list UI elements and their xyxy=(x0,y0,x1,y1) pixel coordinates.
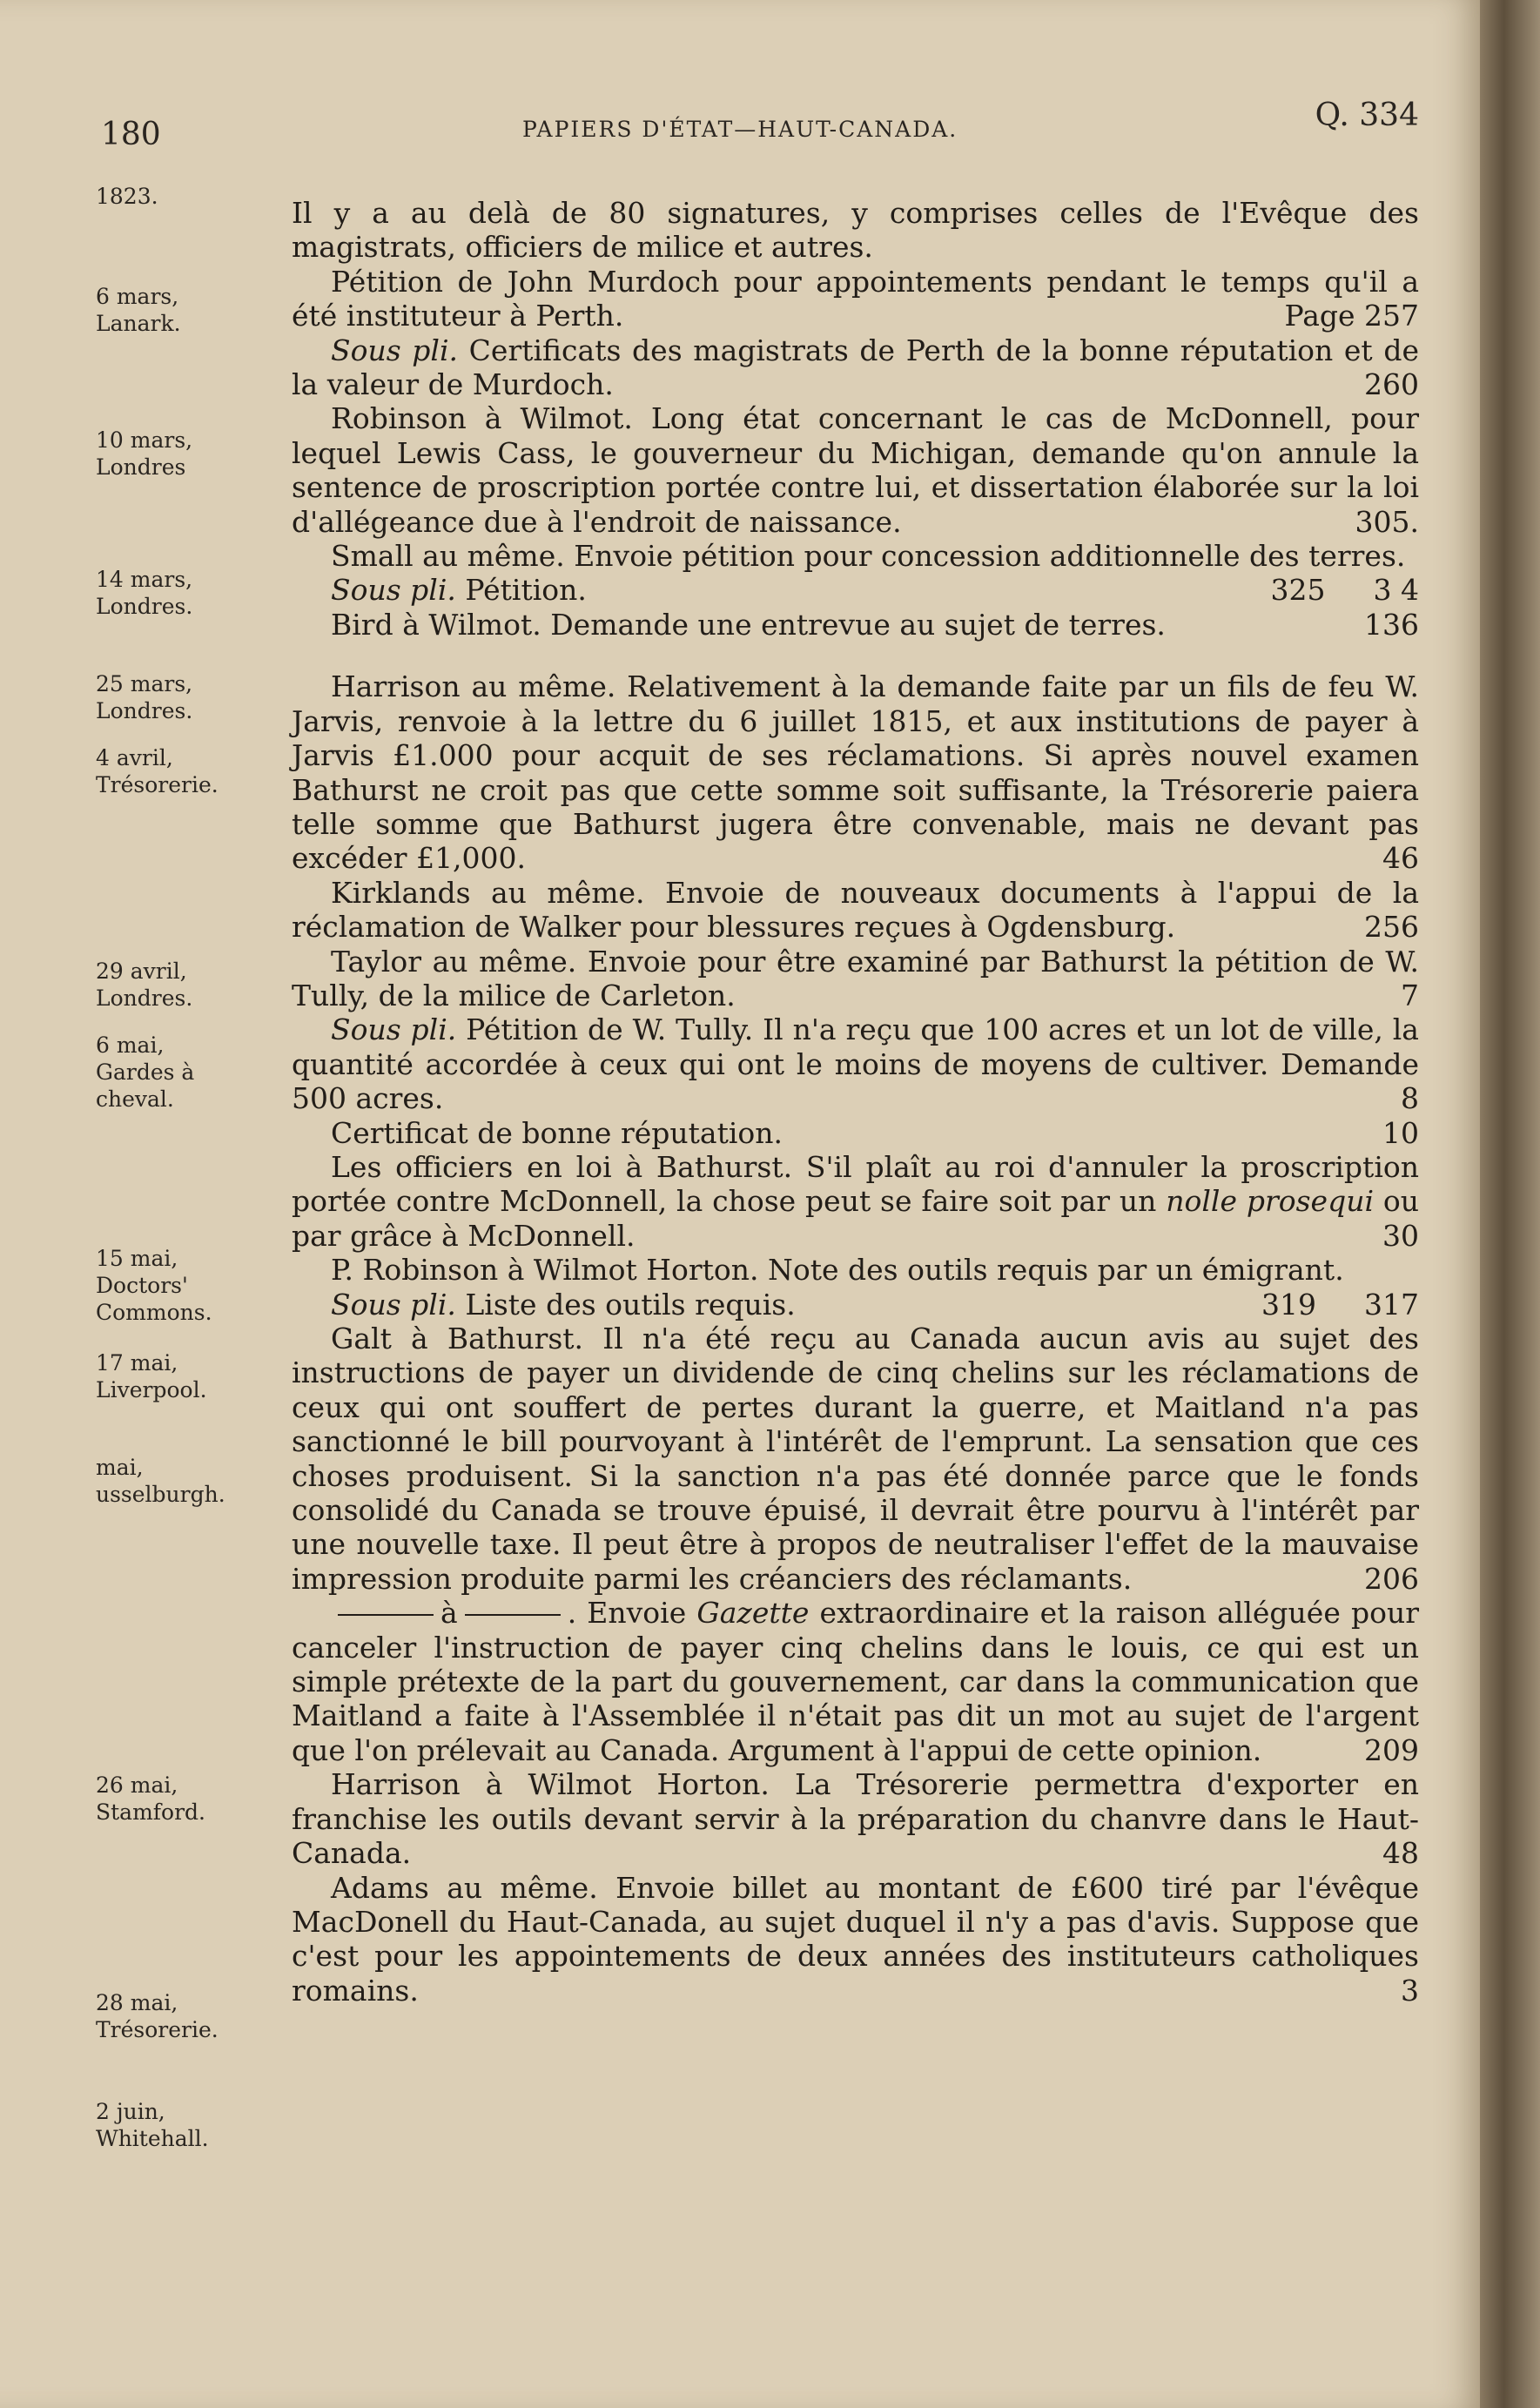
entry: Pétition de John Murdoch pour appointements pendant le temps qu'il a été instituteur à Perth. Page 257 xyxy=(292,264,1419,333)
entry: Harrison au même. Relativement à la demande faite par un fils de feu W. Jarvis, renvoie à la lettre du 6 juillet 1815, et aux institutions de payer à Jarvis £1.000 pour acquit de ses réclamations. Si après nouvel examen Bathurst ne croit pas que cette somme soit suffisante, la Trésorerie paiera telle somme que Bathurst jugera être convenable, mais ne devant pas excéder £1,000. 46 xyxy=(292,669,1419,876)
margin-note: 14 mars, Londres. xyxy=(96,567,193,619)
page-ref: 305. xyxy=(1355,504,1419,539)
page-ref: 10 xyxy=(1382,1115,1419,1150)
margin-note: 6 mai, Gardes à cheval. xyxy=(96,1032,195,1112)
page-ref: 317 xyxy=(1364,1287,1419,1322)
entry: Taylor au même. Envoie pour être examiné par Bathurst la pétition de W. Tully, de la milice de Carleton. 7 xyxy=(292,944,1419,1012)
page-header xyxy=(96,98,1419,158)
page-ref: 206 xyxy=(1364,1561,1419,1596)
margin-note: 6 mars, Lanark. xyxy=(96,284,181,336)
page-ref: 46 xyxy=(1382,841,1419,876)
entry: Sous pli. Pétition. 325 xyxy=(331,573,1326,608)
book-gutter xyxy=(1480,0,1540,2408)
running-title: PAPIERS D'ÉTAT—HAUT-CANADA. xyxy=(522,117,958,142)
margin-note: 29 avril, Londres. xyxy=(96,958,193,1011)
page-number: 180 xyxy=(101,117,161,152)
entry: Bird à Wilmot. Demande une entrevue au sujet de terres. 136 xyxy=(331,607,1419,642)
blank-line xyxy=(465,1614,561,1616)
page-ref: 3 4 xyxy=(1373,573,1419,608)
page-ref: 260 xyxy=(1364,367,1419,402)
page-ref: 48 xyxy=(1382,1836,1419,1871)
margin-note: 26 mai, Stamford. xyxy=(96,1772,205,1825)
margin-note: 2 juin, Whitehall. xyxy=(96,2099,209,2151)
page-ref: 3 xyxy=(1401,1973,1419,2008)
entry: Les officiers en loi à Bathurst. S'il plaît au roi d'annuler la proscription portée contre McDonnell, la chose peut se faire soit par un nolle prosequi ou par grâce à McDonnell. 30 xyxy=(292,1149,1419,1253)
margin-note: 10 mars, Londres xyxy=(96,427,193,480)
margin-note: 17 mai, Liverpool. xyxy=(96,1350,207,1402)
entry: Harrison à Wilmot Horton. La Trésorerie permettra d'exporter en franchise les outils devant servir à la préparation du chanvre dans le Haut-Canada. 48 xyxy=(292,1767,1419,1871)
page-ref: 7 xyxy=(1401,978,1419,1012)
series-reference: Q. 334 xyxy=(1315,98,1419,133)
entry: Galt à Bathurst. Il n'a été reçu au Canada aucun avis au sujet des instructions de payer un dividende de cinq chelins sur les réclamations de ceux qui ont souffert de pertes durant la guerre, et Maitland n'a pas sanctionné le bill pourvoyant à l'intérêt de l'emprunt. La sensation que ces choses produisent. Si la sanction n'a pas été donnée parce que le fonds consolidé du Canada se trouve épuisé, il devrait être pourvu à l'intérêt par une nouvelle taxe. Il peut être à propos de neutraliser l'effet de la mauvaise impression produite parmi les créanciers des réclamants. 206 xyxy=(292,1322,1419,1596)
page-ref: 325 xyxy=(1270,573,1326,608)
page-ref: 136 xyxy=(1364,607,1419,642)
entry: Small au même. Envoie pétition pour concession additionnelle des terres. 3 4 xyxy=(331,539,1419,608)
margin-note: 1823. xyxy=(96,184,158,209)
entry: Adams au même. Envoie billet au montant de £600 tiré par l'évêque MacDonell du Haut-Canada, au sujet duquel il n'y a pas d'avis. Suppose que c'est pour les appointements de deux années des instituteurs catholiques romains. 3 xyxy=(292,1870,1419,2008)
entry: à . Envoie Gazette extraordinaire et la raison alléguée pour canceler l'instruction de payer cinq chelins dans le louis, ce qui est un simple prétexte de la part du gouvernement, car dans la communication que Maitland a faite à l'Assemblée il n'était pas dit un mot au sujet de l'argent que l'on prélevait au Canada. Argument à l'appui de cette opinion. 209 xyxy=(292,1596,1419,1767)
blank-line xyxy=(338,1614,434,1616)
page-ref: 8 xyxy=(1401,1081,1419,1116)
margin-note: 15 mai, Doctors' Commons. xyxy=(96,1246,212,1325)
margin-note: 25 mars, Londres. xyxy=(96,671,193,723)
margin-note: 28 mai, Trésorerie. xyxy=(96,1990,219,2042)
entry: P. Robinson à Wilmot Horton. Note des outils requis par un émigrant. 317 xyxy=(331,1253,1419,1322)
page-ref: Page 257 xyxy=(1284,299,1419,333)
margin-note: 4 avril, Trésorerie. xyxy=(96,745,219,797)
page-ref: 30 xyxy=(1382,1218,1419,1253)
entry: Certificat de bonne réputation. 10 xyxy=(331,1115,1419,1150)
page-ref: 319 xyxy=(1261,1287,1316,1322)
entry: Sous pli. Liste des outils requis. 319 xyxy=(331,1287,1316,1322)
entry: Sous pli. Pétition de W. Tully. Il n'a reçu que 100 acres et un lot de ville, la quantité accordée à ceux qui ont le moins de moyens de cultiver. Demande 500 acres. 8 xyxy=(292,1012,1419,1116)
entry: Robinson à Wilmot. Long état concernant le cas de McDonnell, pour lequel Lewis Cass, le gouverneur du Michigan, demande qu'on annule la sentence de proscription portée contre lui, et dissertation élaborée sur la loi d'allégeance due à l'endroit de naissance. 305. xyxy=(292,401,1419,539)
margin-note: mai, usselburgh. xyxy=(96,1455,225,1507)
document-body xyxy=(292,196,1419,2008)
entry: Sous pli. Certificats des magistrats de Perth de la bonne réputation et de la valeur de Murdoch. 260 xyxy=(292,333,1419,402)
page-ref: 209 xyxy=(1364,1732,1419,1767)
page-ref: 256 xyxy=(1364,910,1419,945)
entry: Il y a au delà de 80 signatures, y comprises celles de l'Evêque des magistrats, officiers de milice et autres. xyxy=(292,196,1419,265)
entry: Kirklands au même. Envoie de nouveaux documents à l'appui de la réclamation de Walker pour blessures reçues à Ogdensburg. 256 xyxy=(292,875,1419,945)
